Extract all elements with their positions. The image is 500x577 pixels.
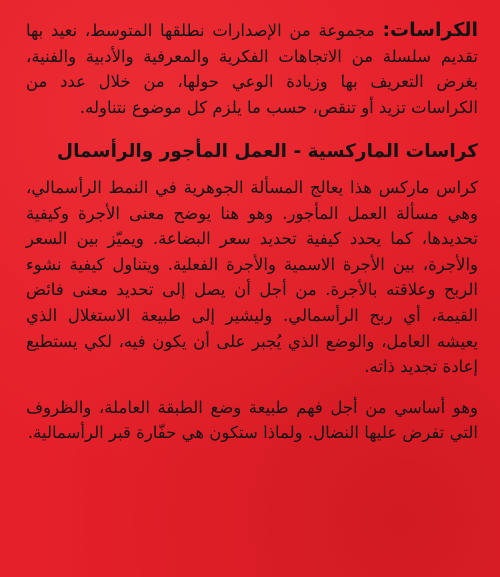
series-intro-lead: الكراسات:: [382, 19, 478, 41]
description-paragraph-2: وهو أساسي من أجل فهم طبيعة وضع الطبقة العاملة، والظروف التي تفرض عليها النضال. ولماذا ستكون هي حفّارة قبر الرأسمالية.: [26, 397, 478, 443]
series-intro-paragraph: [26, 18, 478, 120]
description-paragraph-1: كراس ماركس هذا يعالج المسألة الجوهرية في النمط الرأسمالي، وهي مسألة العمل المأجور. وهو هنا يوضح معنى الأجرة وكيفية تحديدها، كما يحدد كيفية تحديد سعر البضاعة. ويميّز بين السعر والأجرة، بين الأجرة الاسمية والأجرة الفعلية. ويتناول كيفية نشوء الربح وعلاقته بالأجرة. من أجل أن يصل إلى تحديد معنى فائض القيمة، أي ربح الرأسمالي. وليشير إلى طبيعة الاستغلال الذي يعيشه العامل، والوضع الذي يُجبر على أن يكون فيه، لكي يستطيع إعادة تجديد ذاته.: [26, 178, 478, 377]
series-intro-text: مجموعة من الإصدارات نطلقها المتوسط، نعيد بها تقديم سلسلة من الاتجاهات الفكرية والمعرفية والأدبية والفنية، بغرض التعريف بها وزيادة الوعي حولها، من خلال عدد من الكراسات تزيد أو تنقص، حسب ما يلزم كل موضوع نتناوله.: [26, 21, 478, 117]
book-title: كراسات الماركسية - العمل المأجور والرأسمال: [57, 141, 478, 162]
